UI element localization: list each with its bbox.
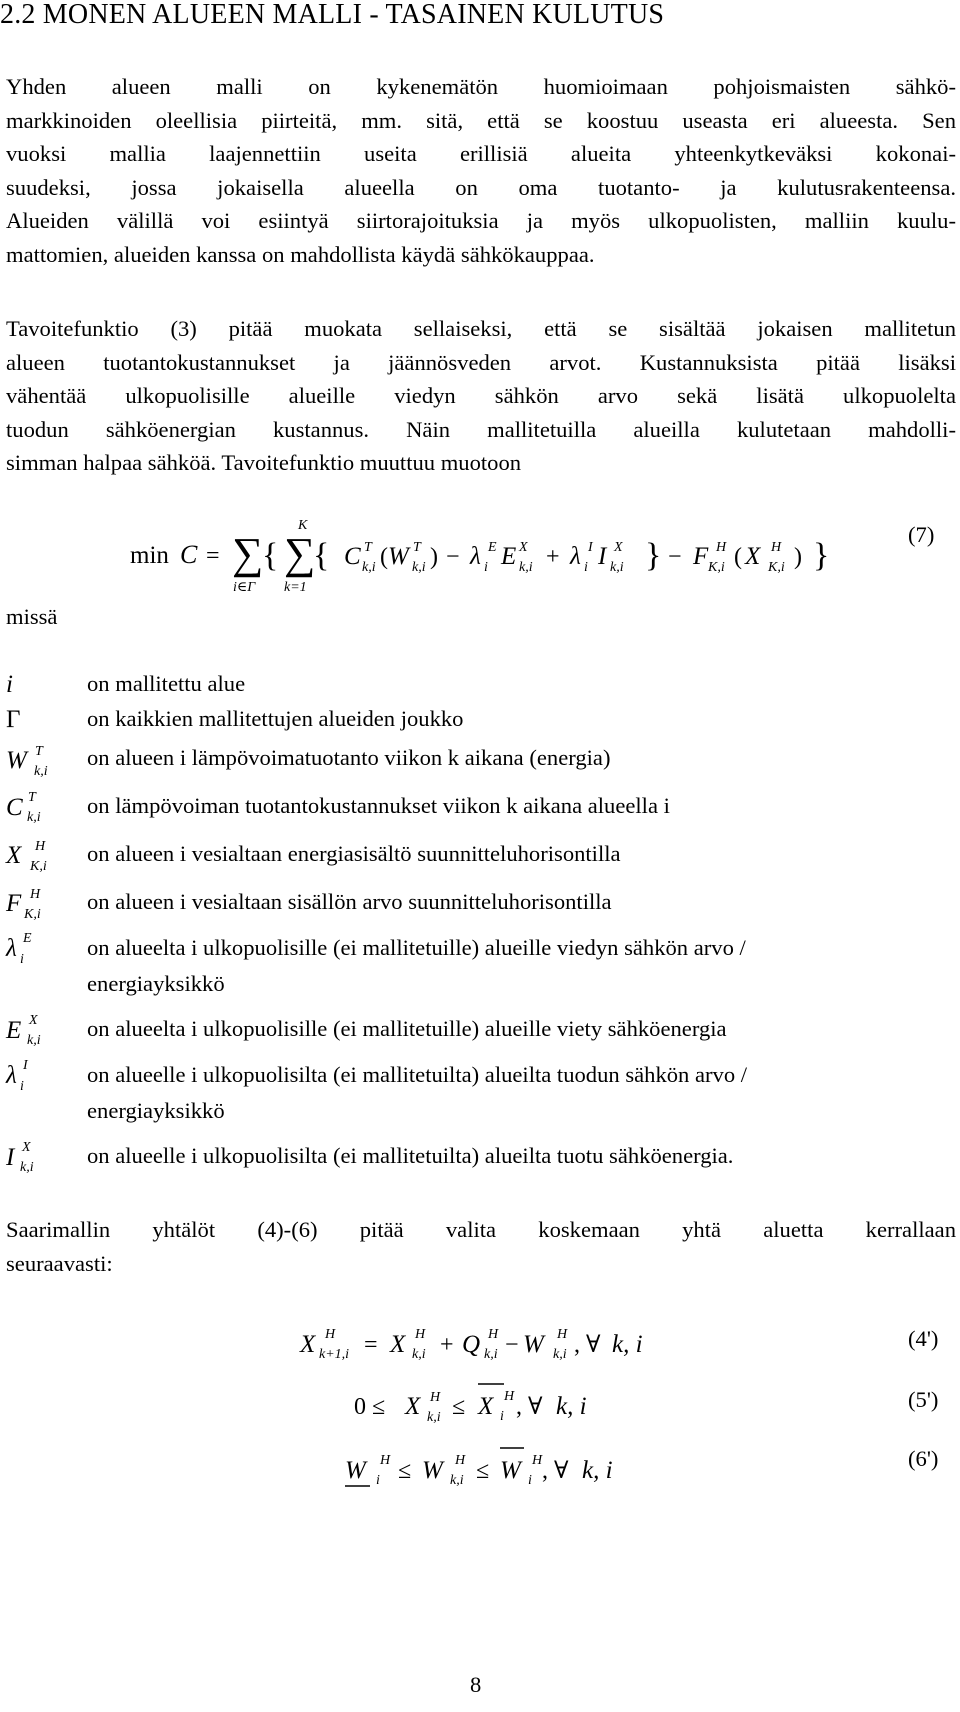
paragraph-line: suudeksi, jossa jokaisella alueella on oma tuotanto- ja kulutusrakenteensa.	[6, 174, 956, 200]
svg-text:H: H	[325, 1327, 336, 1342]
where-label: missä	[6, 604, 58, 629]
svg-text:}: }	[813, 537, 830, 574]
paragraph-line: vähentää ulkopuolisille alueille viedyn sähkön arvo sekä lisätä ulkopuolelta	[6, 383, 956, 408]
svg-text:, ∀: , ∀	[542, 1458, 569, 1484]
definition-text: on lämpövoiman tuotantokustannukset viikon k aikana alueella i	[87, 793, 670, 818]
svg-text:(: (	[734, 544, 742, 570]
definition-text: on alueelle i ulkopuolisilta (ei mallitetuilta) alueilta tuotu sähköenergia.	[87, 1143, 734, 1168]
symbol-F-H	[5, 887, 41, 922]
svg-text:X: X	[22, 1140, 31, 1155]
svg-text:W: W	[500, 1457, 521, 1484]
definition-text: on alueelle i ulkopuolisilta (ei mallitetuilta) alueilta tuodun sähkön arvo /	[87, 1062, 748, 1087]
svg-text:Q: Q	[462, 1331, 481, 1358]
svg-text:X: X	[745, 543, 761, 570]
svg-text:k,i: k,i	[553, 1347, 567, 1362]
svg-text:X: X	[405, 1393, 421, 1420]
svg-text:C: C	[6, 794, 23, 821]
svg-text:W: W	[523, 1331, 544, 1358]
svg-text:K,i: K,i	[30, 859, 47, 874]
svg-text:H: H	[504, 1389, 515, 1404]
equation-number: (6')	[908, 1446, 939, 1471]
svg-text:k,i: k,i	[450, 1473, 464, 1488]
svg-text:k+1,i: k+1,i	[319, 1347, 350, 1362]
paragraph-line: markkinoiden oleellisia piirteitä, mm. sitä, että se koostuu useasta eri alueesta. Sen	[6, 107, 956, 133]
svg-text:(: (	[380, 544, 388, 570]
svg-text:H: H	[532, 1453, 543, 1468]
paragraph-line: Saarimallin yhtälöt (4)-(6) pitää valita koskemaan yhtä aluetta kerrallaan	[6, 1217, 956, 1242]
svg-text:E: E	[23, 931, 32, 946]
equals-sign: =	[206, 543, 220, 569]
svg-text:k,i: k,i	[20, 1160, 34, 1175]
svg-text:W: W	[345, 1457, 366, 1484]
svg-text:X: X	[614, 540, 623, 555]
objective-formula	[130, 518, 829, 595]
svg-text:K,i: K,i	[24, 907, 41, 922]
svg-text:i: i	[20, 952, 24, 967]
svg-text:k, i: k, i	[556, 1393, 587, 1420]
equation-number: (4')	[908, 1326, 939, 1351]
symbol-gamma: Γ	[6, 706, 21, 733]
constraint-5	[354, 1384, 587, 1425]
definition-text: on alueen i vesialtaan sisällön arvo suunnitteluhorisontilla	[87, 889, 612, 914]
svg-text:H: H	[557, 1327, 568, 1342]
svg-text:k, i: k, i	[582, 1457, 613, 1484]
equation-number: (5')	[908, 1387, 939, 1412]
svg-text:H: H	[455, 1453, 466, 1468]
svg-text:i: i	[376, 1473, 380, 1488]
svg-text:≤: ≤	[476, 1458, 490, 1484]
svg-text:F: F	[6, 890, 22, 917]
paragraph-line: Tavoitefunktio (3) pitää muokata sellaiseksi, että se sisältää jokaisen mallitetun	[6, 316, 956, 341]
svg-text:−: −	[505, 1332, 519, 1358]
svg-text:λ: λ	[6, 935, 17, 962]
paragraph-line: mattomien, alueiden kanssa on mahdollista käydä sähkökauppaa.	[6, 241, 595, 267]
svg-text:k,i: k,i	[27, 810, 41, 825]
symbol-C-T	[6, 790, 41, 825]
svg-text:+: +	[546, 544, 560, 570]
svg-text:i: i	[484, 560, 488, 575]
definition-text: on alueen i vesialtaan energiasisältö suunnitteluhorisontilla	[87, 841, 621, 866]
svg-text:k,i: k,i	[427, 1410, 441, 1425]
svg-text:T: T	[413, 540, 421, 555]
svg-text:k, i: k, i	[612, 1331, 643, 1358]
svg-text:k,i: k,i	[610, 560, 624, 575]
svg-text:): )	[430, 544, 438, 570]
svg-text:i: i	[500, 1409, 504, 1424]
paragraph-line: Yhden alueen malli on kykenemätön huomioimaan pohjoismaisten sähkö-	[6, 74, 956, 99]
svg-text:X: X	[300, 1331, 316, 1358]
svg-text:H: H	[415, 1327, 426, 1342]
svg-text:i: i	[528, 1473, 532, 1488]
svg-text:W: W	[422, 1457, 443, 1484]
paragraph-line: vuoksi mallia laajennettiin useita erillisiä alueita yhteenkytkeväksi kokonai-	[6, 141, 956, 166]
svg-text:): )	[794, 544, 802, 570]
svg-text:−: −	[668, 544, 682, 570]
svg-text:E: E	[6, 1017, 22, 1044]
svg-text:C: C	[344, 543, 361, 570]
svg-text:H: H	[30, 887, 41, 902]
svg-text:T: T	[35, 744, 43, 759]
equation-number: (7)	[908, 522, 935, 547]
definition-text: energiayksikkö	[87, 971, 225, 996]
svg-text:H: H	[430, 1390, 441, 1405]
definition-text: on kaikkien mallitettujen alueiden joukko	[87, 706, 464, 731]
svg-text:λ: λ	[470, 543, 481, 570]
svg-text:≤: ≤	[452, 1394, 466, 1420]
svg-text:k,i: k,i	[27, 1033, 41, 1048]
svg-text:≤: ≤	[398, 1458, 412, 1484]
sum-inner-symbol: ∑	[284, 529, 316, 578]
svg-text:k,i: k,i	[362, 560, 376, 575]
sum-inner-superscript: K	[298, 518, 308, 533]
svg-text:E: E	[488, 540, 497, 555]
svg-text:λ: λ	[6, 1062, 17, 1089]
svg-text:i: i	[20, 1079, 24, 1094]
svg-text:K,i: K,i	[708, 560, 725, 575]
svg-text:k,i: k,i	[412, 1347, 426, 1362]
sum-inner-subscript: k=1	[284, 580, 307, 595]
svg-text:I: I	[6, 1144, 15, 1171]
svg-text:, ∀: , ∀	[574, 1332, 601, 1358]
svg-text:k,i: k,i	[412, 560, 426, 575]
definition-text: energiayksikkö	[87, 1098, 225, 1123]
svg-text:k,i: k,i	[519, 560, 533, 575]
page-number: 8	[470, 1672, 482, 1697]
svg-text:H: H	[771, 540, 782, 555]
paragraph-line: seuraavasti:	[6, 1250, 113, 1276]
svg-text:I: I	[598, 543, 607, 570]
svg-text:i: i	[584, 560, 588, 575]
svg-text:H: H	[488, 1327, 499, 1342]
symbol-I-X	[5, 1140, 34, 1175]
svg-text:λ: λ	[570, 543, 581, 570]
svg-text:+: +	[440, 1332, 454, 1358]
svg-text:F: F	[693, 543, 709, 570]
paragraph-line: simman halpaa sähköä. Tavoitefunktio muuttuu muotoon	[6, 450, 522, 475]
svg-text:H: H	[35, 839, 46, 854]
symbol-lambda-E	[5, 931, 32, 967]
constraint-4	[299, 1327, 643, 1362]
svg-text:X: X	[29, 1013, 38, 1028]
paragraph-line: tuodun sähköenergian kustannus. Näin mallitetuilla alueilla kulutetaan mahdolli-	[6, 416, 956, 442]
svg-text:K,i: K,i	[768, 560, 785, 575]
definition-text: on alueen i lämpövoimatuotanto viikon k aikana (energia)	[87, 745, 611, 770]
svg-text:X: X	[519, 540, 528, 555]
svg-text:I: I	[588, 540, 593, 555]
svg-text:I: I	[23, 1058, 28, 1073]
svg-text:T: T	[28, 790, 36, 805]
symbol-i: i	[6, 671, 13, 698]
svg-text:k,i: k,i	[484, 1347, 498, 1362]
paragraph-line: alueen tuotantokustannukset ja jäännösveden arvot. Kustannuksista pitää lisäksi	[6, 349, 956, 375]
objective-variable: C	[180, 540, 198, 569]
symbol-W-T	[6, 744, 48, 779]
section-title: 2.2 MONEN ALUEEN MALLI - TASAINEN KULUTUS	[0, 0, 665, 30]
svg-text:X: X	[6, 842, 22, 869]
paragraph-line: Alueiden välillä voi esiintyä siirtorajoituksia ja myös ulkopuolisten, malliin kuulu-	[6, 208, 956, 233]
svg-text:E: E	[501, 543, 517, 570]
definition-text: on alueelta i ulkopuolisille (ei mallitetuille) alueille viety sähköenergia	[87, 1016, 727, 1041]
definition-text: on mallitettu alue	[87, 671, 246, 696]
svg-text:=: =	[364, 1332, 378, 1358]
svg-text:, ∀: , ∀	[516, 1394, 543, 1420]
paragraph-island-model	[6, 1213, 956, 1280]
brace-open: {	[262, 537, 279, 574]
svg-text:H: H	[380, 1453, 391, 1468]
constraint-6	[345, 1448, 613, 1488]
min-operator: min	[130, 542, 169, 569]
svg-text:0 ≤: 0 ≤	[354, 1394, 386, 1420]
sum-outer-subscript: i∈Γ	[233, 580, 256, 595]
svg-text:−: −	[446, 544, 460, 570]
symbol-X-H	[5, 839, 47, 874]
symbol-lambda-I	[5, 1058, 29, 1094]
brace-open-inner: {	[313, 537, 330, 574]
svg-text:T: T	[364, 540, 372, 555]
sum-outer-symbol: ∑	[232, 529, 264, 578]
svg-text:X: X	[390, 1331, 406, 1358]
svg-text:X: X	[478, 1393, 494, 1420]
symbol-E-X	[5, 1013, 41, 1048]
definition-text: on alueelta i ulkopuolisille (ei mallitetuille) alueille viedyn sähkön arvo /	[87, 935, 746, 960]
definition-symbols	[5, 671, 48, 1175]
svg-text:}: }	[645, 537, 662, 574]
svg-text:H: H	[716, 540, 727, 555]
svg-text:k,i: k,i	[34, 764, 48, 779]
svg-text:W: W	[388, 543, 409, 570]
svg-text:W: W	[6, 747, 27, 774]
